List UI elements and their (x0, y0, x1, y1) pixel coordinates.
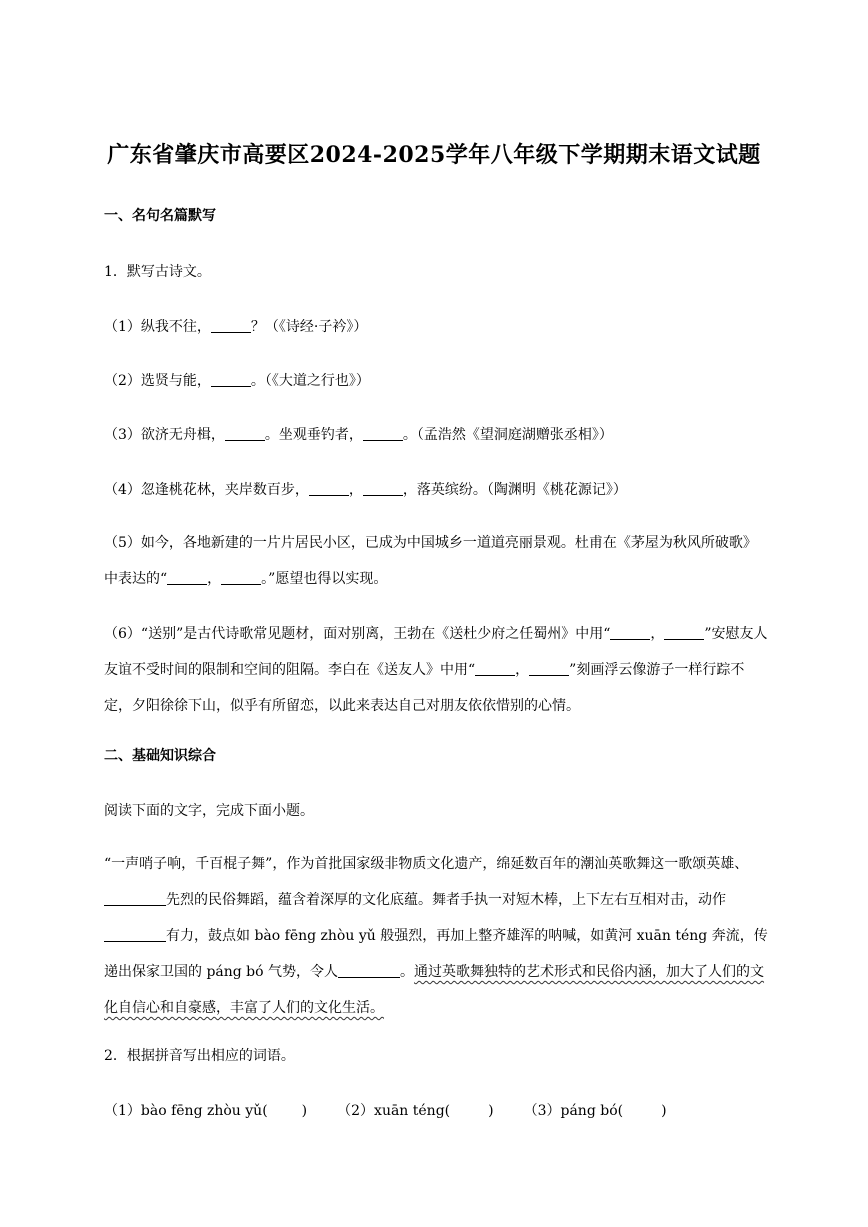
text: 。”愿望也得以实现。 (261, 571, 388, 587)
answer-blank[interactable] (363, 426, 403, 441)
text: ，落英缤纷。（陶渊明《桃花源记》） (402, 482, 627, 498)
text: （1）纵我不往， (104, 319, 211, 335)
text: （1）bào fēng zhòu yǔ( (104, 1103, 268, 1119)
answer-blank[interactable] (104, 927, 166, 942)
text: ， (207, 571, 222, 587)
text: ， (348, 482, 363, 498)
text: （2）选贤与能， (104, 373, 211, 389)
text: ) (301, 1103, 308, 1119)
question-1-item-4 (104, 479, 627, 499)
text: 。（孟浩然《望洞庭湖赠张丞相》） (402, 427, 613, 443)
question-1-item-2 (104, 370, 370, 390)
section-heading-2: 二、基础知识综合 (104, 748, 216, 764)
text: ) (661, 1103, 667, 1119)
text: “一声哨子响，千百棍子舞”，作为首批国家级非物质文化遗产，绵延数百年的潮汕英歌舞这一歌颂英雄、 (104, 856, 749, 872)
text: （5）如今，各地新建的一片片居民小区，已成为中国城乡一道道亮丽景观。杜甫在《茅屋为秋风所破歌》中表达的“ (104, 535, 757, 587)
text: ， (515, 662, 530, 678)
text: 先烈的民俗舞蹈，蕴含着深厚的文化底蕴。舞者手执一对短木棒，上下左右互相对击，动作 (166, 892, 726, 908)
text: 。 (400, 964, 415, 980)
text: ”安慰友人友谊不受时间的限制和空间的阻隔。李白在《送友人》中用“ (104, 626, 768, 678)
question-1-item-6 (104, 616, 768, 724)
text: （3）欲济无舟楫， (104, 427, 225, 443)
text: 有力，鼓点如 bào fēng zhòu yǔ 般强烈，再加上整齐雄浑的呐喊，如黄河 xuān téng 奔流，传递出保家卫国的 páng bó 气势，令人 (104, 928, 768, 980)
answer-blank[interactable] (167, 570, 207, 585)
answer-blank[interactable] (309, 481, 349, 496)
question-1-stem: 1．默写古诗文。 (104, 264, 211, 280)
text: ”刻画浮云像游子一样行踪不定，夕阳徐徐下山，似乎有所留恋，以此来表达自己对朋友依依惜别的心情。 (104, 662, 745, 714)
answer-blank[interactable] (529, 661, 569, 676)
answer-blank[interactable] (363, 481, 403, 496)
answer-blank[interactable] (475, 661, 515, 676)
page-title: 广东省肇庆市高要区2024-2025学年八年级下学期期末语文试题 (107, 142, 761, 168)
section-heading-1: 一、名句名篇默写 (104, 208, 216, 224)
question-1-item-3 (104, 424, 613, 444)
answer-blank[interactable] (104, 891, 166, 906)
reading-instruction: 阅读下面的文字，完成下面小题。 (104, 803, 314, 819)
question-1-item-1 (104, 316, 367, 336)
answer-blank[interactable] (221, 570, 261, 585)
reading-passage (104, 846, 768, 1026)
text: （2）xuān téng( (337, 1103, 451, 1119)
text: ？（《诗经·子衿》） (250, 319, 368, 335)
text: （6）“送别”是古代诗歌常见题材，面对别离，王勃在《送杜少府之任蜀州》中用“ (104, 626, 611, 642)
text: （4）忽逢桃花林，夹岸数百步， (104, 482, 309, 498)
text: 。坐观垂钓者， (264, 427, 363, 443)
answer-blank[interactable] (211, 372, 251, 387)
question-1-item-5 (104, 525, 768, 597)
answer-blank[interactable] (211, 318, 251, 333)
question-2-items (104, 1100, 667, 1120)
text: 。（《大道之行也》） (250, 373, 370, 389)
text: ) (488, 1103, 494, 1119)
answer-blank[interactable] (610, 625, 650, 640)
text: （3）páng bó( (523, 1103, 624, 1119)
answer-blank[interactable] (338, 963, 400, 978)
question-2-stem: 2．根据拼音写出相应的词语。 (104, 1048, 295, 1064)
wavy-underlined-sentence: 通过英歌舞独特的艺术形式和民俗内涵，加大了人们的文化自信心和自豪感，丰富了人们的文化生活。 (104, 964, 765, 1016)
text: ， (650, 626, 665, 642)
answer-blank[interactable] (225, 426, 265, 441)
answer-blank[interactable] (664, 625, 704, 640)
